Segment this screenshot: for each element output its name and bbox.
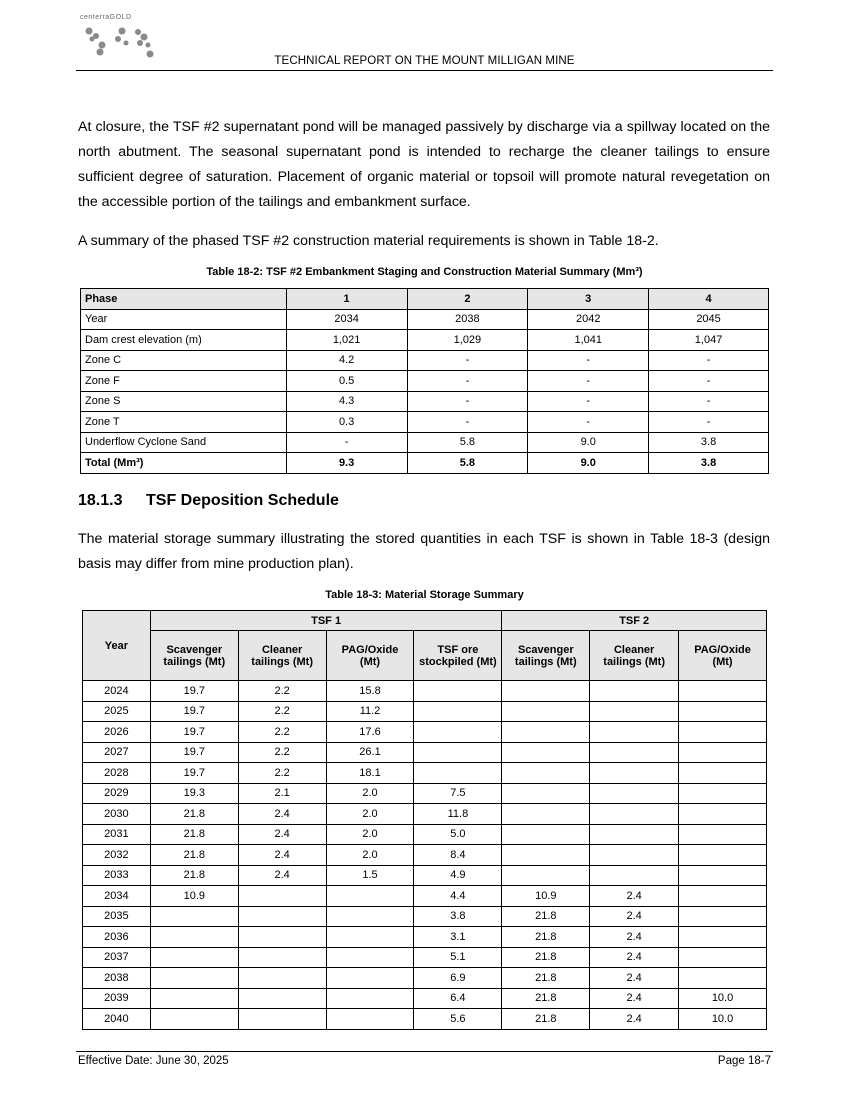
table-cell: 21.8 <box>150 865 238 886</box>
table-cell: 2.1 <box>238 783 326 804</box>
table-cell <box>414 722 502 743</box>
table-cell: Year <box>81 309 287 330</box>
table-cell <box>414 763 502 784</box>
page-number: Page 18-7 <box>717 1055 771 1067</box>
table-18-3-caption: Table 18-3: Material Storage Summary <box>325 589 524 601</box>
table-cell <box>502 845 590 866</box>
table-cell: Zone S <box>81 391 287 412</box>
table-cell: 19.7 <box>150 722 238 743</box>
table-cell <box>679 681 767 702</box>
table-cell: 11.2 <box>326 701 414 722</box>
closure-paragraph: At closure, the TSF #2 supernatant pond will be managed passively by discharge via a spillway located on the north abutment. The seasonal supernatant pond is intended to recharge the cleaner tailings to ensure sufficient degree of saturation. Placement of organic material or topsoil will promote natural revegetation on the accessible portion of the tailings and embankment surface. <box>78 119 770 210</box>
table-cell: 5.0 <box>414 824 502 845</box>
embankment-staging-table <box>80 288 769 474</box>
table-cell: 21.8 <box>502 988 590 1009</box>
table-cell: - <box>528 350 649 371</box>
table-row <box>83 927 767 948</box>
header-cell: 4 <box>649 289 769 310</box>
table-cell: 2029 <box>83 783 151 804</box>
table-cell: 19.3 <box>150 783 238 804</box>
table-cell <box>590 865 679 886</box>
table-cell: 21.8 <box>150 824 238 845</box>
table-cell <box>238 1009 326 1030</box>
table-cell: 21.8 <box>150 804 238 825</box>
table-cell: 2032 <box>83 845 151 866</box>
table-cell <box>679 742 767 763</box>
table-cell: 2024 <box>83 681 151 702</box>
table-row <box>83 701 767 722</box>
table-cell <box>590 804 679 825</box>
table-cell: 2.4 <box>590 988 679 1009</box>
table-cell <box>679 968 767 989</box>
table-cell: 21.8 <box>502 968 590 989</box>
table-cell <box>590 824 679 845</box>
header-cell: 1 <box>286 289 407 310</box>
table-cell: 15.8 <box>326 681 414 702</box>
table-cell: - <box>649 412 769 433</box>
table-cell: - <box>528 391 649 412</box>
table-cell: 1.5 <box>326 865 414 886</box>
summary-paragraph: A summary of the phased TSF #2 construction material requirements is shown in Table 18-2. <box>78 233 659 249</box>
table-cell <box>414 681 502 702</box>
table-cell <box>590 845 679 866</box>
table-cell <box>326 947 414 968</box>
table-cell: 2045 <box>649 309 769 330</box>
table-cell <box>679 722 767 743</box>
table-row <box>83 824 767 845</box>
table-cell: 2034 <box>286 309 407 330</box>
table-cell: - <box>649 350 769 371</box>
table-row <box>83 988 767 1009</box>
table-cell <box>238 947 326 968</box>
table-cell: 4.2 <box>286 350 407 371</box>
table-row <box>83 886 767 907</box>
header-title: TECHNICAL REPORT ON THE MOUNT MILLIGAN MINE <box>274 55 575 67</box>
table-cell: 2042 <box>528 309 649 330</box>
table-cell: 2.4 <box>238 824 326 845</box>
table-cell: 21.8 <box>502 1009 590 1030</box>
table-row <box>83 968 767 989</box>
table-row <box>83 906 767 927</box>
table-cell <box>590 783 679 804</box>
table-cell: 5.1 <box>414 947 502 968</box>
table-cell <box>590 681 679 702</box>
table-cell: - <box>407 412 528 433</box>
table-cell <box>326 968 414 989</box>
column-header: Scavenger tailings (Mt) <box>502 631 590 681</box>
table-cell: 2.2 <box>238 763 326 784</box>
total-cell: 3.8 <box>649 453 769 474</box>
table-cell <box>590 722 679 743</box>
table-cell <box>679 886 767 907</box>
table-cell: 2026 <box>83 722 151 743</box>
table-cell <box>679 824 767 845</box>
table-cell: 2.4 <box>590 886 679 907</box>
table-cell <box>502 701 590 722</box>
section-heading <box>78 492 339 510</box>
table-cell <box>679 845 767 866</box>
total-row <box>81 453 769 474</box>
section-number: 18.1.3 <box>78 492 123 509</box>
table-cell <box>502 783 590 804</box>
table-cell: 3.8 <box>649 432 769 453</box>
table-row <box>81 412 769 433</box>
table-cell: 2038 <box>407 309 528 330</box>
table-cell: 2030 <box>83 804 151 825</box>
table-cell: 1,021 <box>286 330 407 351</box>
table-cell <box>414 701 502 722</box>
table-cell: Zone T <box>81 412 287 433</box>
table-row <box>81 309 769 330</box>
table-cell: 19.7 <box>150 763 238 784</box>
table-cell <box>590 742 679 763</box>
table-cell <box>238 906 326 927</box>
table-cell: 2.0 <box>326 824 414 845</box>
table-cell: 4.3 <box>286 391 407 412</box>
tsf1-group-header: TSF 1 <box>150 611 502 631</box>
table-cell: 4.4 <box>414 886 502 907</box>
table-cell <box>679 927 767 948</box>
table-cell: 21.8 <box>150 845 238 866</box>
table-cell: 17.6 <box>326 722 414 743</box>
table-cell <box>679 865 767 886</box>
table-row <box>81 330 769 351</box>
table-cell <box>679 947 767 968</box>
table-cell: 2.0 <box>326 845 414 866</box>
table-cell: 2.0 <box>326 804 414 825</box>
table-row <box>83 742 767 763</box>
table-cell: 6.4 <box>414 988 502 1009</box>
table-cell: 9.0 <box>528 432 649 453</box>
table-cell: 2037 <box>83 947 151 968</box>
table-cell: 3.1 <box>414 927 502 948</box>
table-cell: 8.4 <box>414 845 502 866</box>
table-cell <box>679 783 767 804</box>
table-cell <box>238 988 326 1009</box>
table-cell: 2.2 <box>238 701 326 722</box>
table-cell <box>502 865 590 886</box>
table-cell: 10.0 <box>679 988 767 1009</box>
table-cell <box>326 906 414 927</box>
table-cell <box>590 701 679 722</box>
total-cell: 5.8 <box>407 453 528 474</box>
table-cell <box>150 968 238 989</box>
table-cell: 2039 <box>83 988 151 1009</box>
table-cell <box>238 886 326 907</box>
table-row <box>83 845 767 866</box>
table-row <box>83 681 767 702</box>
table-cell: 2025 <box>83 701 151 722</box>
table-cell: 2040 <box>83 1009 151 1030</box>
table-cell: - <box>407 391 528 412</box>
table-cell: - <box>528 371 649 392</box>
table-cell <box>326 1009 414 1030</box>
storage-paragraph: The material storage summary illustrating the stored quantities in each TSF is shown in Table 18-3 (design basis may differ from mine production plan). <box>78 531 770 572</box>
section-title: TSF Deposition Schedule <box>146 492 339 509</box>
table-row <box>83 865 767 886</box>
table-header-row <box>81 289 769 310</box>
table-cell: 2038 <box>83 968 151 989</box>
table-cell: Zone F <box>81 371 287 392</box>
table-cell: Zone C <box>81 350 287 371</box>
table-cell: 2.4 <box>590 927 679 948</box>
column-header: PAG/Oxide (Mt) <box>679 631 767 681</box>
year-header: Year <box>83 611 151 681</box>
table-cell: 2031 <box>83 824 151 845</box>
table-cell: 19.7 <box>150 681 238 702</box>
table-cell: - <box>528 412 649 433</box>
material-storage-table <box>82 610 767 1030</box>
table-cell <box>502 722 590 743</box>
table-cell: 21.8 <box>502 927 590 948</box>
table-cell <box>150 927 238 948</box>
table-cell <box>502 763 590 784</box>
table-cell: 7.5 <box>414 783 502 804</box>
column-header: Cleaner tailings (Mt) <box>238 631 326 681</box>
table-row <box>81 391 769 412</box>
table-row <box>83 783 767 804</box>
table-cell: 2.4 <box>590 947 679 968</box>
table-cell: 10.0 <box>679 1009 767 1030</box>
table-cell <box>326 988 414 1009</box>
table-cell <box>326 927 414 948</box>
table-cell: 1,047 <box>649 330 769 351</box>
table-cell <box>590 763 679 784</box>
table-cell: 2.0 <box>326 783 414 804</box>
table-row <box>81 350 769 371</box>
table-cell: 11.8 <box>414 804 502 825</box>
table-18-2-caption: Table 18-2: TSF #2 Embankment Staging and Construction Material Summary (Mm³) <box>206 266 643 278</box>
table-cell <box>502 804 590 825</box>
table-row <box>81 371 769 392</box>
table-cell <box>414 742 502 763</box>
total-cell: 9.0 <box>528 453 649 474</box>
table-cell: 19.7 <box>150 742 238 763</box>
header-cell: Phase <box>81 289 287 310</box>
table-cell: 5.6 <box>414 1009 502 1030</box>
table-cell: 6.9 <box>414 968 502 989</box>
table-cell: 3.8 <box>414 906 502 927</box>
table-cell: 2.2 <box>238 681 326 702</box>
table-cell: 5.8 <box>407 432 528 453</box>
logo-text: centerraGOLD <box>80 14 132 21</box>
table-cell: 2035 <box>83 906 151 927</box>
table-cell <box>679 763 767 784</box>
total-cell: 9.3 <box>286 453 407 474</box>
tsf2-group-header: TSF 2 <box>502 611 767 631</box>
table-cell <box>238 927 326 948</box>
table-cell: 2033 <box>83 865 151 886</box>
table-cell: 2.2 <box>238 742 326 763</box>
table-cell <box>502 681 590 702</box>
header-cell: 2 <box>407 289 528 310</box>
table-cell <box>326 886 414 907</box>
footer-divider <box>76 1051 773 1052</box>
table-cell: 2034 <box>83 886 151 907</box>
table-cell: 0.5 <box>286 371 407 392</box>
table-cell: 2036 <box>83 927 151 948</box>
table-cell: 2.2 <box>238 722 326 743</box>
total-cell: Total (Mm³) <box>81 453 287 474</box>
table-cell: - <box>649 391 769 412</box>
table-cell: 26.1 <box>326 742 414 763</box>
table-row <box>83 763 767 784</box>
table-cell <box>679 906 767 927</box>
table-cell: Underflow Cyclone Sand <box>81 432 287 453</box>
table-row <box>83 1009 767 1030</box>
table-cell <box>150 1009 238 1030</box>
table-cell: 2.4 <box>590 906 679 927</box>
table-cell <box>238 968 326 989</box>
table-cell: 21.8 <box>502 906 590 927</box>
table-cell: 1,041 <box>528 330 649 351</box>
table-cell: 4.9 <box>414 865 502 886</box>
table-cell <box>150 988 238 1009</box>
table-cell: 2.4 <box>590 1009 679 1030</box>
table-cell: 2028 <box>83 763 151 784</box>
table-cell: - <box>649 371 769 392</box>
column-header: PAG/Oxide (Mt) <box>326 631 414 681</box>
table-cell: 2027 <box>83 742 151 763</box>
table-cell: 10.9 <box>150 886 238 907</box>
table-cell <box>502 824 590 845</box>
table-cell: - <box>407 371 528 392</box>
table-cell <box>679 804 767 825</box>
table-cell <box>679 701 767 722</box>
table-cell: 2.4 <box>238 845 326 866</box>
column-header: TSF ore stockpiled (Mt) <box>414 631 502 681</box>
table-cell: 2.4 <box>238 865 326 886</box>
table-cell: 18.1 <box>326 763 414 784</box>
table-cell: 2.4 <box>238 804 326 825</box>
header-cell: 3 <box>528 289 649 310</box>
table-row <box>83 722 767 743</box>
table-cell: - <box>407 350 528 371</box>
table-cell: Dam crest elevation (m) <box>81 330 287 351</box>
table-cell <box>150 906 238 927</box>
table-row <box>81 432 769 453</box>
table-cell: 21.8 <box>502 947 590 968</box>
effective-date: Effective Date: June 30, 2025 <box>78 1055 229 1067</box>
table-cell <box>502 742 590 763</box>
table-cell: - <box>286 432 407 453</box>
table-cell: 19.7 <box>150 701 238 722</box>
table-row <box>83 947 767 968</box>
table-cell: 10.9 <box>502 886 590 907</box>
header-divider <box>76 70 773 71</box>
table-cell: 1,029 <box>407 330 528 351</box>
table-row <box>83 804 767 825</box>
table-cell: 2.4 <box>590 968 679 989</box>
table-cell: 0.3 <box>286 412 407 433</box>
column-header: Scavenger tailings (Mt) <box>150 631 238 681</box>
column-header: Cleaner tailings (Mt) <box>590 631 679 681</box>
table-cell <box>150 947 238 968</box>
